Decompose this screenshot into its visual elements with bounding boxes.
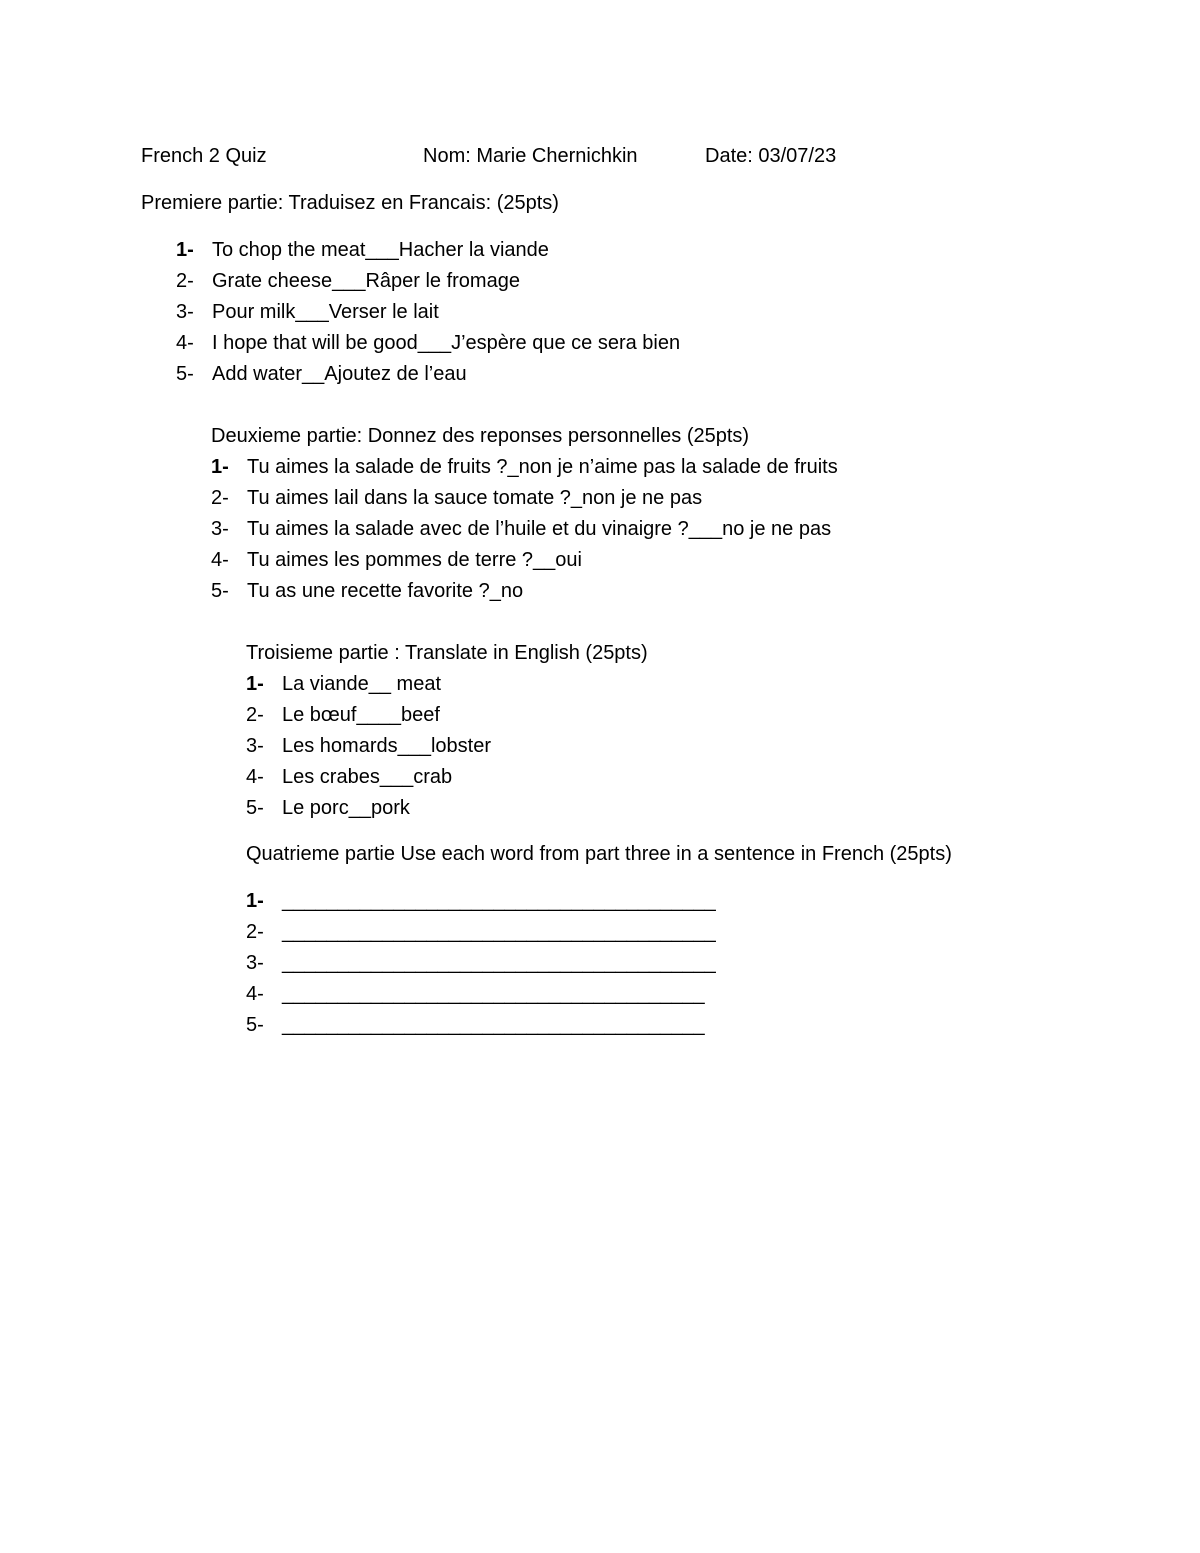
quiz-title: French 2 Quiz — [141, 145, 267, 167]
part4-item — [246, 982, 705, 1006]
answer-blank: _______________________________________ — [282, 890, 716, 912]
item-text: Pour milk___Verser le lait — [212, 301, 439, 323]
item-number: 5- — [246, 1014, 264, 1036]
item-number: 1- — [176, 239, 194, 261]
item-number: 5- — [211, 580, 229, 602]
item-number: 2- — [211, 487, 229, 509]
part1-item — [176, 269, 520, 293]
part3-item — [246, 672, 441, 696]
item-number: 3- — [246, 735, 264, 757]
item-text: Add water__Ajoutez de l’eau — [212, 363, 467, 385]
answer-blank: ______________________________________ — [282, 983, 705, 1005]
answer-blank: _______________________________________ — [282, 921, 716, 943]
part2-item — [211, 517, 831, 541]
part2-item — [211, 455, 838, 479]
item-number: 1- — [246, 890, 264, 912]
answer-blank: _______________________________________ — [282, 952, 716, 974]
item-text: To chop the meat___Hacher la viande — [212, 239, 549, 261]
item-number: 5- — [246, 797, 264, 819]
part1-item — [176, 362, 467, 386]
part4-item — [246, 1013, 705, 1037]
item-number: 2- — [246, 704, 264, 726]
quiz-date: Date: 03/07/23 — [705, 145, 837, 167]
item-number: 2- — [176, 270, 194, 292]
item-text: Tu aimes la salade avec de l’huile et du vinaigre ?___no je ne pas — [247, 518, 832, 540]
part2-item — [211, 579, 523, 603]
item-number: 4- — [246, 766, 264, 788]
item-number: 3- — [211, 518, 229, 540]
part1-item — [176, 238, 549, 262]
part1-heading: Premiere partie: Traduisez en Francais: (25pts) — [141, 192, 559, 214]
item-text: I hope that will be good___J’espère que ce sera bien — [212, 332, 681, 354]
answer-blank: ______________________________________ — [282, 1014, 705, 1036]
item-number: 1- — [211, 456, 229, 478]
part3-item — [246, 703, 440, 727]
part3-item — [246, 796, 410, 820]
item-text: Grate cheese___Râper le fromage — [212, 270, 520, 292]
part4-heading: Quatrieme partie Use each word from part three in a sentence in French (25pts) — [246, 843, 952, 865]
item-number: 1- — [246, 673, 264, 695]
item-number: 3- — [246, 952, 264, 974]
part3-item — [246, 734, 491, 758]
item-number: 4- — [246, 983, 264, 1005]
item-text: Tu aimes lail dans la sauce tomate ?_non je ne pas — [247, 487, 703, 509]
part1-item — [176, 300, 439, 324]
item-text: La viande__ meat — [282, 673, 442, 695]
item-text: Tu as une recette favorite ?_no — [247, 580, 524, 602]
part4-item — [246, 920, 716, 944]
part2-heading: Deuxieme partie: Donnez des reponses personnelles (25pts) — [211, 425, 750, 447]
item-text: Le bœuf____beef — [282, 704, 440, 726]
item-number: 2- — [246, 921, 264, 943]
part4-item — [246, 951, 716, 975]
part4-item — [246, 889, 716, 913]
part1-item — [176, 331, 680, 355]
item-text: Tu aimes la salade de fruits ?_non je n’aime pas la salade de fruits — [247, 456, 838, 478]
item-number: 4- — [176, 332, 194, 354]
part2-item — [211, 548, 582, 572]
item-text: Les homards___lobster — [282, 735, 492, 757]
item-text: Les crabes___crab — [282, 766, 453, 788]
item-text: Tu aimes les pommes de terre ?__oui — [247, 549, 582, 571]
part2-item — [211, 486, 702, 510]
item-number: 3- — [176, 301, 194, 323]
item-number: 4- — [211, 549, 229, 571]
item-text: Le porc__pork — [282, 797, 410, 819]
student-name: Nom: Marie Chernichkin — [423, 145, 638, 167]
part3-heading: Troisieme partie : Translate in English (25pts) — [246, 642, 648, 664]
item-number: 5- — [176, 363, 194, 385]
part3-item — [246, 765, 452, 789]
